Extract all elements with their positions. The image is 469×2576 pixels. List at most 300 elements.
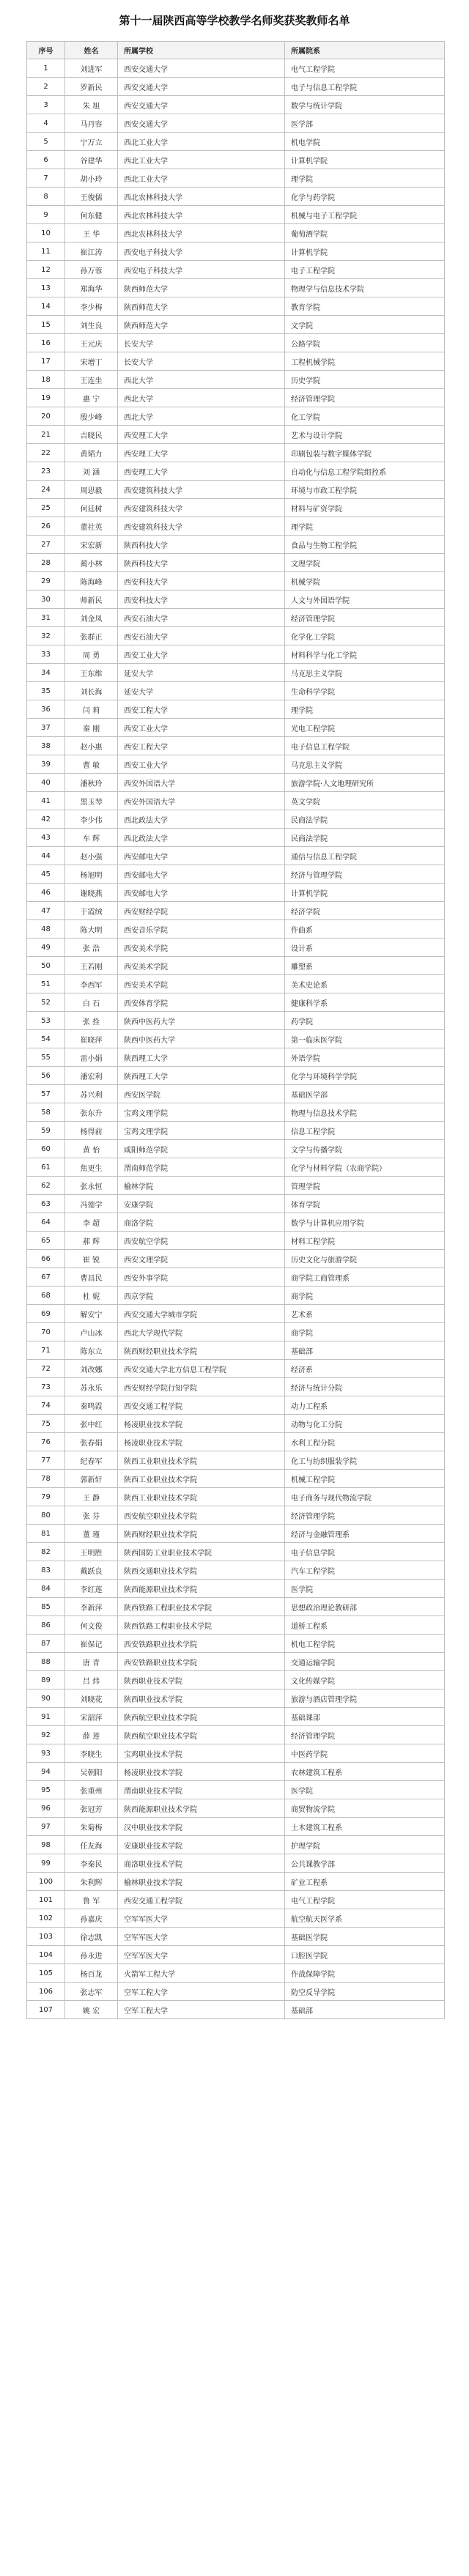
cell-school: 西安财经学院 <box>118 902 285 920</box>
cell-index: 23 <box>27 462 65 481</box>
cell-name: 杨旭明 <box>65 865 118 884</box>
cell-name: 李少梅 <box>65 297 118 316</box>
cell-name: 王连坐 <box>65 371 118 389</box>
table-row <box>27 1488 445 1506</box>
table-row <box>27 1744 445 1763</box>
cell-index: 16 <box>27 334 65 352</box>
cell-index: 63 <box>27 1195 65 1213</box>
cell-index: 94 <box>27 1763 65 1781</box>
table-row <box>27 1195 445 1213</box>
cell-school: 西北农林科技大学 <box>118 206 285 224</box>
cell-index: 19 <box>27 389 65 407</box>
cell-school: 西安美术学院 <box>118 957 285 975</box>
cell-index: 82 <box>27 1543 65 1561</box>
cell-department: 中医药学院 <box>285 1744 445 1763</box>
cell-name: 徐志凯 <box>65 1928 118 1946</box>
cell-department: 人文与外国语学院 <box>285 591 445 609</box>
cell-department: 水利工程分院 <box>285 1433 445 1451</box>
cell-index: 71 <box>27 1341 65 1360</box>
table-row <box>27 462 445 481</box>
cell-name: 刘金凤 <box>65 609 118 627</box>
table-row <box>27 1671 445 1689</box>
cell-index: 106 <box>27 1983 65 2001</box>
cell-index: 14 <box>27 297 65 316</box>
cell-school: 陕西交通职业技术学院 <box>118 1561 285 1580</box>
cell-name: 张志军 <box>65 1983 118 2001</box>
cell-school: 西安美术学院 <box>118 939 285 957</box>
cell-school: 西安理工大学 <box>118 444 285 462</box>
table-row <box>27 1726 445 1744</box>
cell-department: 商贸物流学院 <box>285 1799 445 1818</box>
table-row <box>27 1140 445 1158</box>
cell-name: 白 石 <box>65 993 118 1012</box>
cell-department: 化学与药学院 <box>285 188 445 206</box>
cell-index: 78 <box>27 1470 65 1488</box>
cell-index: 87 <box>27 1635 65 1653</box>
cell-school: 陕西中医药大学 <box>118 1012 285 1030</box>
cell-school: 陕西理工大学 <box>118 1067 285 1085</box>
cell-index: 20 <box>27 407 65 426</box>
cell-index: 79 <box>27 1488 65 1506</box>
cell-department: 数学与计算机应用学院 <box>285 1213 445 1232</box>
cell-school: 西安建筑科技大学 <box>118 517 285 536</box>
table-row <box>27 1396 445 1415</box>
cell-department: 计算机学院 <box>285 151 445 169</box>
cell-school: 陕西能源职业技术学院 <box>118 1799 285 1818</box>
cell-school: 杨凌职业技术学院 <box>118 1415 285 1433</box>
cell-school: 西安石油大学 <box>118 609 285 627</box>
cell-department: 基础医学院 <box>285 1928 445 1946</box>
cell-index: 1 <box>27 59 65 78</box>
cell-name: 于霞绒 <box>65 902 118 920</box>
cell-school: 西安工业大学 <box>118 645 285 664</box>
cell-index: 47 <box>27 902 65 920</box>
cell-school: 长安大学 <box>118 352 285 371</box>
cell-school: 陕西工业职业技术学院 <box>118 1451 285 1470</box>
cell-school: 陕西师范大学 <box>118 316 285 334</box>
cell-name: 朱 旭 <box>65 96 118 114</box>
cell-department: 医学部 <box>285 114 445 133</box>
cell-index: 100 <box>27 1873 65 1891</box>
table-row <box>27 1250 445 1268</box>
cell-name: 刘晓花 <box>65 1689 118 1708</box>
cell-department: 思想政治理论教研部 <box>285 1598 445 1616</box>
table-row <box>27 1561 445 1580</box>
table-row <box>27 847 445 865</box>
cell-department: 经济与金融管理系 <box>285 1525 445 1543</box>
cell-name: 何廷树 <box>65 499 118 517</box>
cell-index: 33 <box>27 645 65 664</box>
cell-department: 机械工程学院 <box>285 1470 445 1488</box>
table-row <box>27 1653 445 1671</box>
cell-department: 基础课部 <box>285 1708 445 1726</box>
cell-name: 姚 宏 <box>65 2001 118 2019</box>
table-row <box>27 627 445 645</box>
cell-department: 理学院 <box>285 700 445 719</box>
cell-index: 91 <box>27 1708 65 1726</box>
cell-department: 化学与材料学院（农商学院） <box>285 1158 445 1177</box>
cell-school: 西安科技大学 <box>118 572 285 591</box>
table-row <box>27 1213 445 1232</box>
cell-department: 经济系 <box>285 1360 445 1378</box>
cell-department: 经济与管理学院 <box>285 865 445 884</box>
cell-department: 材料与矿资学院 <box>285 499 445 517</box>
cell-department: 机电工程学院 <box>285 1635 445 1653</box>
cell-school: 陕西科技大学 <box>118 536 285 554</box>
cell-index: 88 <box>27 1653 65 1671</box>
cell-department: 管理学院 <box>285 1177 445 1195</box>
cell-name: 张冠芳 <box>65 1799 118 1818</box>
cell-name: 刘改娜 <box>65 1360 118 1378</box>
cell-index: 65 <box>27 1232 65 1250</box>
cell-school: 空军军医大学 <box>118 1909 285 1928</box>
table-row <box>27 664 445 682</box>
table-row <box>27 810 445 829</box>
cell-index: 29 <box>27 572 65 591</box>
cell-index: 60 <box>27 1140 65 1158</box>
cell-school: 西安工业大学 <box>118 719 285 737</box>
cell-index: 30 <box>27 591 65 609</box>
cell-department: 旅游学院·人文地理研究所 <box>285 774 445 792</box>
table-row <box>27 1818 445 1836</box>
table-row <box>27 96 445 114</box>
table-row <box>27 444 445 462</box>
cell-school: 西安铁路职业技术学院 <box>118 1635 285 1653</box>
cell-name: 师新民 <box>65 591 118 609</box>
table-row <box>27 1635 445 1653</box>
cell-school: 西北农林科技大学 <box>118 188 285 206</box>
cell-department: 护理学院 <box>285 1836 445 1854</box>
cell-index: 10 <box>27 224 65 243</box>
cell-department: 艺术与设计学院 <box>285 426 445 444</box>
cell-index: 43 <box>27 829 65 847</box>
cell-name: 雷小娟 <box>65 1048 118 1067</box>
cell-department: 马克思主义学院 <box>285 664 445 682</box>
cell-name: 崔江涛 <box>65 243 118 261</box>
cell-name: 王若刚 <box>65 957 118 975</box>
cell-school: 西安邮电大学 <box>118 884 285 902</box>
cell-school: 西安外事学院 <box>118 1268 285 1287</box>
cell-school: 西安工程大学 <box>118 737 285 755</box>
cell-name: 吴朝阳 <box>65 1763 118 1781</box>
cell-name: 宋韶萍 <box>65 1708 118 1726</box>
cell-index: 4 <box>27 114 65 133</box>
cell-name: 吕 炜 <box>65 1671 118 1689</box>
cell-index: 66 <box>27 1250 65 1268</box>
cell-index: 85 <box>27 1598 65 1616</box>
cell-index: 59 <box>27 1122 65 1140</box>
cell-department: 航空航天医学系 <box>285 1909 445 1928</box>
cell-index: 64 <box>27 1213 65 1232</box>
cell-name: 苏永乐 <box>65 1378 118 1396</box>
cell-department: 电气工程学院 <box>285 59 445 78</box>
table-row <box>27 426 445 444</box>
cell-index: 8 <box>27 188 65 206</box>
cell-department: 第一临床医学院 <box>285 1030 445 1048</box>
cell-department: 医学院 <box>285 1580 445 1598</box>
table-row <box>27 1103 445 1122</box>
cell-school: 西北政法大学 <box>118 810 285 829</box>
cell-school: 西安工业大学 <box>118 755 285 774</box>
cell-name: 谷建华 <box>65 151 118 169</box>
cell-index: 70 <box>27 1323 65 1341</box>
cell-school: 陕西铁路工程职业技术学院 <box>118 1616 285 1635</box>
cell-department: 化学化工学院 <box>285 627 445 645</box>
cell-department: 化工学院 <box>285 407 445 426</box>
cell-name: 李新萍 <box>65 1598 118 1616</box>
cell-department: 动物与化工分院 <box>285 1415 445 1433</box>
cell-department: 通信与信息工程学院 <box>285 847 445 865</box>
cell-index: 41 <box>27 792 65 810</box>
cell-name: 朱菊梅 <box>65 1818 118 1836</box>
cell-school: 陕西科技大学 <box>118 554 285 572</box>
cell-index: 54 <box>27 1030 65 1048</box>
cell-index: 21 <box>27 426 65 444</box>
cell-index: 38 <box>27 737 65 755</box>
cell-index: 77 <box>27 1451 65 1470</box>
cell-name: 董 瑾 <box>65 1525 118 1543</box>
cell-department: 土木建筑工程系 <box>285 1818 445 1836</box>
cell-department: 经济管理学院 <box>285 609 445 627</box>
table-row <box>27 1323 445 1341</box>
cell-school: 西安美术学院 <box>118 975 285 993</box>
cell-school: 西安理工大学 <box>118 462 285 481</box>
cell-department: 电气工程学院 <box>285 1891 445 1909</box>
cell-department: 光电工程学院 <box>285 719 445 737</box>
cell-school: 陕西航空职业技术学院 <box>118 1708 285 1726</box>
cell-department: 文学与传播学院 <box>285 1140 445 1158</box>
cell-name: 李 超 <box>65 1213 118 1232</box>
cell-name: 李西军 <box>65 975 118 993</box>
table-row <box>27 1232 445 1250</box>
cell-department: 经济管理学院 <box>285 1726 445 1744</box>
cell-index: 22 <box>27 444 65 462</box>
cell-index: 37 <box>27 719 65 737</box>
cell-index: 95 <box>27 1781 65 1799</box>
cell-school: 西安文理学院 <box>118 1250 285 1268</box>
cell-department: 食品与生物工程学院 <box>285 536 445 554</box>
cell-department: 历史文化与旅游学院 <box>285 1250 445 1268</box>
cell-index: 55 <box>27 1048 65 1067</box>
table-row <box>27 829 445 847</box>
cell-school: 西安电子科技大学 <box>118 243 285 261</box>
cell-school: 汉中职业技术学院 <box>118 1818 285 1836</box>
cell-name: 任友海 <box>65 1836 118 1854</box>
cell-department: 公共课教学部 <box>285 1854 445 1873</box>
cell-index: 86 <box>27 1616 65 1635</box>
cell-name: 杜 妮 <box>65 1287 118 1305</box>
cell-department: 作曲系 <box>285 920 445 939</box>
cell-department: 旅游与酒店管理学院 <box>285 1689 445 1708</box>
cell-index: 46 <box>27 884 65 902</box>
cell-name: 陈大明 <box>65 920 118 939</box>
cell-index: 49 <box>27 939 65 957</box>
table-row <box>27 865 445 884</box>
table-row <box>27 939 445 957</box>
cell-department: 汽车工程学院 <box>285 1561 445 1580</box>
cell-department: 民商法学院 <box>285 810 445 829</box>
cell-school: 宝鸡职业技术学院 <box>118 1744 285 1763</box>
cell-department: 电子商务与现代物流学院 <box>285 1488 445 1506</box>
cell-department: 商学院工商管理系 <box>285 1268 445 1287</box>
cell-index: 67 <box>27 1268 65 1287</box>
table-row <box>27 1158 445 1177</box>
cell-name: 李晓生 <box>65 1744 118 1763</box>
cell-index: 7 <box>27 169 65 188</box>
cell-name: 孙万蓉 <box>65 261 118 279</box>
cell-name: 张 芬 <box>65 1506 118 1525</box>
cell-index: 3 <box>27 96 65 114</box>
cell-index: 15 <box>27 316 65 334</box>
table-row <box>27 554 445 572</box>
cell-name: 李秦民 <box>65 1854 118 1873</box>
cell-index: 9 <box>27 206 65 224</box>
cell-department: 机械与电子工程学院 <box>285 206 445 224</box>
cell-school: 西安音乐学院 <box>118 920 285 939</box>
table-row <box>27 188 445 206</box>
cell-name: 孙嘉庆 <box>65 1909 118 1928</box>
cell-school: 西安建筑科技大学 <box>118 499 285 517</box>
cell-school: 陕西理工大学 <box>118 1048 285 1067</box>
cell-department: 基础部 <box>285 2001 445 2019</box>
cell-department: 材料工程学院 <box>285 1232 445 1250</box>
cell-name: 李红莲 <box>65 1580 118 1598</box>
cell-name: 王 华 <box>65 224 118 243</box>
table-row <box>27 1341 445 1360</box>
cell-school: 西安交通大学 <box>118 78 285 96</box>
table-row <box>27 737 445 755</box>
cell-name: 郑海华 <box>65 279 118 297</box>
table-row <box>27 609 445 627</box>
cell-school: 长安大学 <box>118 334 285 352</box>
table-row <box>27 1891 445 1909</box>
cell-name: 王元庆 <box>65 334 118 352</box>
cell-index: 83 <box>27 1561 65 1580</box>
table-row <box>27 2001 445 2019</box>
table-row <box>27 352 445 371</box>
cell-department: 外语学院 <box>285 1048 445 1067</box>
cell-school: 西安航空学院 <box>118 1232 285 1250</box>
table-row <box>27 389 445 407</box>
cell-index: 42 <box>27 810 65 829</box>
cell-index: 36 <box>27 700 65 719</box>
header-name: 姓名 <box>65 42 118 59</box>
cell-department: 基础部 <box>285 1341 445 1360</box>
cell-school: 西北大学现代学院 <box>118 1323 285 1341</box>
cell-name: 曹昌民 <box>65 1268 118 1287</box>
cell-name: 张永恒 <box>65 1177 118 1195</box>
table-row <box>27 206 445 224</box>
cell-department: 农林建筑工程系 <box>285 1763 445 1781</box>
cell-school: 西安科技大学 <box>118 591 285 609</box>
cell-index: 57 <box>27 1085 65 1103</box>
cell-name: 鲁 军 <box>65 1891 118 1909</box>
cell-school: 西安交通大学 <box>118 96 285 114</box>
cell-school: 西北工业大学 <box>118 169 285 188</box>
cell-department: 机械学院 <box>285 572 445 591</box>
cell-department: 材料科学与化工学院 <box>285 645 445 664</box>
cell-department: 机电学院 <box>285 133 445 151</box>
cell-department: 理学院 <box>285 517 445 536</box>
cell-department: 计算机学院 <box>285 884 445 902</box>
cell-department: 工程机械学院 <box>285 352 445 371</box>
table-row <box>27 755 445 774</box>
cell-name: 郭新轩 <box>65 1470 118 1488</box>
cell-school: 西安石油大学 <box>118 627 285 645</box>
cell-department: 口腔医学院 <box>285 1946 445 1964</box>
cell-department: 动力工程系 <box>285 1396 445 1415</box>
cell-school: 陕西国防工业职业技术学院 <box>118 1543 285 1561</box>
cell-name: 刘 涵 <box>65 462 118 481</box>
cell-school: 宝鸡文理学院 <box>118 1103 285 1122</box>
cell-name: 张群正 <box>65 627 118 645</box>
cell-name: 张 浩 <box>65 939 118 957</box>
cell-name: 周 勇 <box>65 645 118 664</box>
cell-department: 医学院 <box>285 1781 445 1799</box>
cell-name: 马丹容 <box>65 114 118 133</box>
cell-index: 24 <box>27 481 65 499</box>
cell-department: 教育学院 <box>285 297 445 316</box>
cell-name: 杨百龙 <box>65 1964 118 1983</box>
cell-index: 90 <box>27 1689 65 1708</box>
cell-index: 103 <box>27 1928 65 1946</box>
cell-index: 101 <box>27 1891 65 1909</box>
cell-department: 马克思主义学院 <box>285 755 445 774</box>
cell-school: 陕西中医药大学 <box>118 1030 285 1048</box>
table-row <box>27 1799 445 1818</box>
cell-name: 卢山冰 <box>65 1323 118 1341</box>
cell-name: 戴跃良 <box>65 1561 118 1580</box>
cell-name: 惠 宁 <box>65 389 118 407</box>
cell-school: 杨凌职业技术学院 <box>118 1433 285 1451</box>
cell-index: 26 <box>27 517 65 536</box>
cell-department: 印刷包装与数字媒体学院 <box>285 444 445 462</box>
cell-department: 英文学院 <box>285 792 445 810</box>
cell-school: 西北工业大学 <box>118 151 285 169</box>
cell-department: 物理与信息技术学院 <box>285 1103 445 1122</box>
cell-school: 渭南职业技术学院 <box>118 1781 285 1799</box>
table-row <box>27 243 445 261</box>
cell-school: 西安铁路职业技术学院 <box>118 1653 285 1671</box>
table-row <box>27 1378 445 1396</box>
cell-index: 58 <box>27 1103 65 1122</box>
cell-school: 陕西财经职业技术学院 <box>118 1341 285 1360</box>
cell-department: 矿业工程系 <box>285 1873 445 1891</box>
cell-index: 45 <box>27 865 65 884</box>
cell-name: 黄韬力 <box>65 444 118 462</box>
cell-index: 52 <box>27 993 65 1012</box>
cell-index: 89 <box>27 1671 65 1689</box>
cell-name: 王东维 <box>65 664 118 682</box>
cell-department: 环境与市政工程学院 <box>285 481 445 499</box>
table-row <box>27 371 445 389</box>
table-row <box>27 993 445 1012</box>
table-row <box>27 169 445 188</box>
cell-school: 空军军医大学 <box>118 1946 285 1964</box>
cell-school: 延安大学 <box>118 664 285 682</box>
cell-name: 李少伟 <box>65 810 118 829</box>
cell-index: 27 <box>27 536 65 554</box>
cell-name: 董社英 <box>65 517 118 536</box>
table-row <box>27 114 445 133</box>
cell-school: 陕西能源职业技术学院 <box>118 1580 285 1598</box>
table-row <box>27 792 445 810</box>
cell-name: 宁万立 <box>65 133 118 151</box>
cell-name: 胡小玲 <box>65 169 118 188</box>
cell-department: 雕塑系 <box>285 957 445 975</box>
table-row <box>27 407 445 426</box>
cell-department: 防空反导学院 <box>285 1983 445 2001</box>
